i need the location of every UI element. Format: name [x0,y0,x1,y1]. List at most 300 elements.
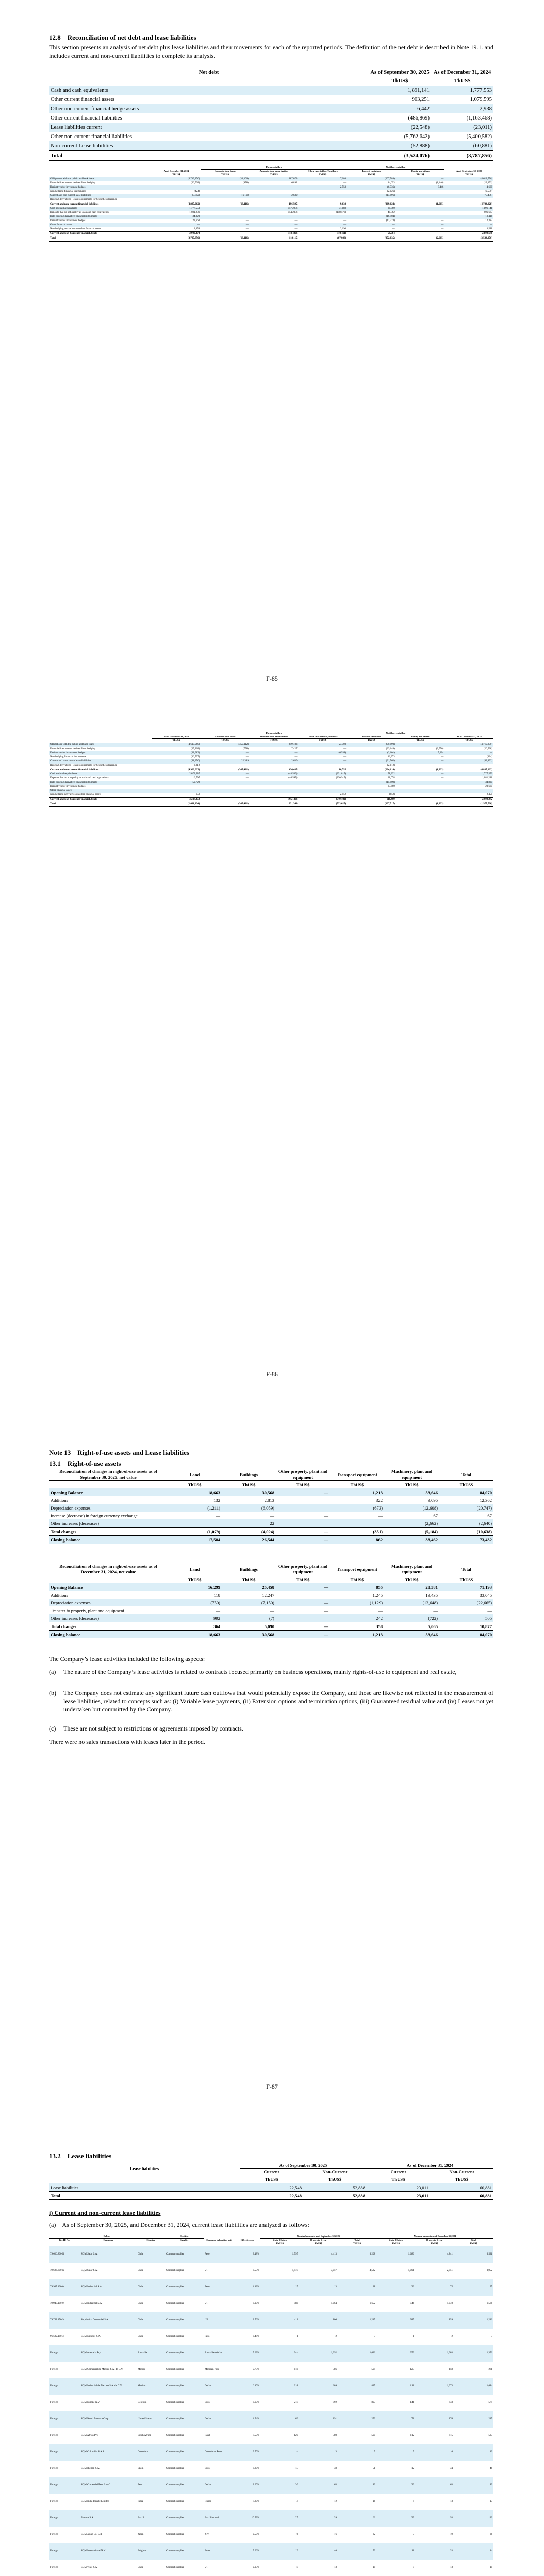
row-label: Total [49,802,152,807]
cell-value: 16,299 [168,1583,222,1591]
spacer [137,2242,165,2247]
group-header-2024: As of December 31, 2024 [367,2163,493,2169]
cell-value: 6,521 [454,2246,493,2263]
cell-value: — [152,185,201,190]
cell-value: 30,568 [222,1631,276,1639]
bullet-b [49,1689,493,1714]
table-row [49,1631,493,1639]
cell-value: — [276,1614,330,1622]
column-header: As of September 30, 2025 [444,170,493,173]
cell-value: 609 [299,2378,338,2395]
cell-value: SQM Colombia S.A.S. [80,2444,137,2461]
cell-value: (3,787,856) [152,236,201,242]
cell-value: 2,909,272 [152,232,201,236]
cell-value: 71 [376,2411,415,2428]
table-row [49,207,493,211]
cell-value: 1,636 [338,2345,376,2362]
row-label: Additions [51,1497,68,1503]
cell-value: 1,079,595 [470,96,492,103]
cell-value: (533,027) [298,802,347,807]
cell-value: Contract supplier [166,2434,184,2437]
cell-value: 83 [454,2477,493,2494]
cell-value: — [201,185,250,190]
table-row [49,215,493,219]
row-label: Current and non-current financial liabilities [49,202,152,207]
cell-value: 4.43% [235,2279,260,2296]
table-row [49,2477,493,2494]
column-header-lease: Lease liabilities [129,2166,159,2172]
cell-value: 58,504 [347,232,396,236]
column-header-2025: As of September 30, 2025 [370,70,430,75]
cell-value: 4 [260,2444,299,2461]
cell-value: — [201,781,250,785]
right-of-use-table-2025 [49,1469,493,1544]
cell-value: (10,638) [439,1528,493,1536]
cell-value: 2.59% [253,2533,259,2536]
group-header-cash: Flows cash flow [201,732,347,735]
cell-value: Foreign [50,2566,58,2569]
cell-value: Chile [138,2566,143,2569]
row-label: Non-hedging derivatives on other financial assets [50,793,101,796]
cell-value: 242 [330,1614,384,1622]
group-header-nominal-2025: Nominal amounts as of September 30,2025 [260,2235,376,2239]
cell-value: (25,808) [191,748,200,750]
cell-value: Soquimich Comercial S.A. [80,2312,137,2329]
cell-value: — [347,223,396,227]
cell-value: 9.70% [235,2444,260,2461]
table-row [49,2263,493,2279]
unit-label: ThUS$ [431,76,493,86]
row-label: Cash and cash equivalents [49,772,152,776]
cell-value: — [294,190,298,193]
cell-value: — [197,785,200,788]
cell-value: 4,532 [369,2269,375,2272]
cell-value: (2,605) [396,236,445,242]
cell-value: (549,782) [298,798,347,802]
net-debt-reconciliation-table-2025 [49,166,493,242]
cell-value: India [138,2500,143,2503]
cell-value: — [276,1622,330,1631]
cell-value: (26,538) [191,182,200,184]
unit-label: ThUS$ [222,1575,276,1584]
cell-value: Foreign [49,2543,80,2560]
unit-label: ThUS$ [391,2176,405,2182]
table-row [49,1496,493,1504]
cell-value: 176 [415,2411,454,2428]
cell-value: 38,760 [347,207,396,211]
unit-label: ThUS$ [221,739,229,742]
cell-value: (272,035) [347,236,396,242]
cell-value: 196,595 [250,202,299,207]
cell-value: JPY [205,2533,209,2536]
cell-value: 187,073 [250,177,299,181]
cell-value: (14,996) [347,194,396,198]
cell-value: 7,427 [291,748,298,750]
cell-value: (4,929,092) [152,768,201,773]
cell-value: Contract supplier [165,2312,204,2329]
cell-value: 4,668 [444,185,493,190]
cell-value: — [343,756,347,758]
unit-label: ThUS$ [270,739,278,742]
cell-value: (16,404) [347,215,396,219]
unit-label: ThUS$ [168,1575,222,1584]
unit-label: ThUS$ [314,2243,322,2245]
table-row [49,772,493,776]
cell-value: — [347,789,396,793]
cell-value: Euro [205,2401,210,2404]
cell-value: Peso [204,2279,235,2296]
cell-value: Japan [138,2533,144,2536]
cell-value: Foreign [50,2500,58,2503]
cell-value: Contract supplier [165,2477,204,2494]
cell-value: 9,095 [427,1497,438,1503]
current-lease-liabilities-detail-table [49,2235,493,2576]
table-row [49,2543,493,2560]
cell-value: — [396,789,445,793]
table-row [49,2378,493,2395]
cell-value: Contract supplier [166,2533,184,2536]
cell-value: 16 [373,2500,375,2503]
row-label: Depreciation expenses [49,1504,168,1512]
page-number: F-87 [266,2083,278,2090]
cell-value: Dollar [204,2378,235,2395]
cell-value: (13,353) [483,182,492,184]
unit-label: ThUS$ [416,739,424,742]
cell-value: Foreign [49,2378,80,2395]
column-header: Amounts from loans [201,170,250,173]
table-row [49,2444,493,2461]
cell-value: (4,887,062) [444,768,493,773]
cell-value: (4,024) [222,1528,276,1536]
column-header: Other property, plant and equipment [278,1564,328,1574]
cell-value: (351) [330,1528,384,1536]
cell-value: 53,646 [384,1488,439,1496]
net-debt-summary-table [49,69,493,161]
row-label: Non-current Lease liabilities [49,141,369,151]
cell-value: 79.626.800-K [50,2269,64,2272]
bullet-mark: (a) [49,1668,56,1675]
cell-value: 18,416 [444,215,493,219]
cell-value: — [441,219,444,222]
subsection-heading: i) Current and non-current lease liabilities [49,2209,161,2216]
cell-value: (5,184) [384,1528,439,1536]
cell-value: 13 [450,2566,453,2569]
cell-value: 1,891,141 [444,207,493,211]
table-row [49,2345,493,2362]
cell-value: 504 [371,2368,375,2371]
cell-value: Contract supplier [166,2269,184,2272]
row-label: Opening Balance [49,1488,168,1496]
cell-value: Foreign [49,2444,80,2461]
cell-value: — [294,228,298,230]
row-label: Other increases (decreases) [49,1519,168,1528]
cell-value: 38 [334,2467,337,2470]
cell-value: 63 [299,2477,338,2494]
table-row [49,1504,493,1512]
cell-value: — [276,1519,330,1528]
cell-value: — [276,1528,330,1536]
cell-value: 132 [454,2510,493,2527]
cell-value: — [245,190,249,193]
row-label: Derivatives for investment hedges [50,219,86,222]
row-label: Lease liabilities [49,2183,240,2192]
cell-value: 12,387 [485,219,492,222]
cell-value: — [245,219,249,222]
cell-value: 132 [213,1497,220,1503]
cell-value: — [378,1513,383,1518]
cell-value: (18,116) [201,202,250,207]
cell-value: Belgium [137,2543,165,2560]
column-header: Country [137,2239,165,2242]
row-label: Hedging derivatives – cash requirements for Securities clearance [50,198,117,201]
cell-value: 5,065 [384,1622,439,1631]
cell-value: 19 [450,2533,453,2536]
cell-value: (1,211) [168,1504,222,1512]
cell-value: (60,881) [431,141,493,151]
cell-value: SQM Europe N.V. [81,2401,100,2404]
cell-value: (23,648) [386,748,395,750]
column-header: Currency indexation unit [204,2239,235,2242]
cell-value: SQM Industrial S.A. [81,2302,103,2305]
row-label: Hedging derivatives – cash requirements for Securities clearance [50,764,117,767]
cell-value: 806 [299,2312,338,2329]
cell-value: 30,568 [222,1488,276,1496]
cell-value: — [276,1488,330,1496]
table-row [49,223,493,227]
cell-value: (54,208) [288,211,298,214]
cell-value: — [441,190,444,193]
row-label: Closing balance [49,1631,168,1639]
cell-value: 253 [338,2411,376,2428]
cell-value: (75,436) [444,194,493,198]
cell-value: Australian dollar [204,2345,235,2362]
cell-value: — [487,1607,492,1613]
cell-value: 218 [260,2378,299,2395]
cell-value: 2,809,676 [444,232,493,236]
cell-value: 527 [488,2434,492,2437]
cell-value: (73,480) [250,232,299,236]
cell-value: 13 [334,2566,337,2569]
cell-value: 862 [330,1536,384,1544]
row-label: Other current financial liabilities [51,115,122,121]
group-header-noncash: Not flows cash flow [347,166,444,170]
cell-value: Contract supplier [165,2246,204,2263]
cell-value: (52,888) [369,141,431,151]
cell-value: 33,045 [480,1592,492,1598]
cell-value: (2,601) [347,751,396,755]
cell-value: 2,079,587 [152,772,201,776]
cell-value: 19,435 [425,1592,438,1598]
table-title: Reconciliation of changes in right-of-use assets as of December 31, 2024, net value [59,1564,157,1574]
cell-value: — [245,793,249,796]
cell-value: 93 [415,2510,454,2527]
row-label: Financial instruments derived from hedging [50,182,95,184]
cell-value: 22 [222,1519,276,1528]
cell-value: — [396,177,445,181]
cell-value: 807 [371,2401,375,2404]
cell-value: 16,373 [388,756,395,758]
page-f86 [0,703,544,1406]
cell-value: 1,116,797 [189,777,200,779]
group-header-creditor: Creditor [165,2235,204,2239]
bullet-text: The Company does not estimate any significant future cash outflows that would potentially expose the Company, and those are likewise not reflected in the measurement of lease liabilities, related to concepts such as: (i) Variable lease payments, (ii) Extension options and termination options, (iii) Guaranteed residual value and (iv) Leases not yet undertaken but committed by the Company. [63,1689,493,1713]
cell-value: Peso [204,2246,235,2263]
cell-value: 7 [376,2444,415,2461]
cell-value: 4.54% [235,2411,260,2428]
cell-value: — [490,764,492,767]
table-row [49,2279,493,2296]
cell-value: — [343,219,347,222]
cell-value: 7 [413,2533,414,2536]
cell-value: 13 [260,2543,299,2560]
cell-value: Peso [205,2335,210,2338]
unit-label: ThUS$ [221,174,229,176]
column-header: Company [80,2239,137,2242]
cell-value: (2,662) [384,1519,439,1528]
cell-value: Foreign [50,2467,58,2470]
cell-value: (15,909) [347,781,396,785]
row-label: Obligations with the public and bank loans [49,743,152,747]
cell-value: — [433,1607,438,1613]
unit-label: ThUS$ [270,174,278,176]
cell-value: 26 [490,2533,492,2536]
table-row [49,181,493,185]
cell-value: 158 [195,793,200,796]
column-header: Effective rate [235,2239,260,2242]
column-header: Interest variations [347,735,396,739]
cell-value: 1,001 [408,2269,414,2272]
cell-value: 62 [260,2411,299,2428]
cell-value: — [392,228,395,230]
cell-value: 7 [338,2444,376,2461]
cell-value: 1,795 [260,2246,299,2263]
cell-value: 1,081,281 [189,211,200,214]
cell-value: — [294,198,298,201]
cell-value: Contract supplier [165,2444,204,2461]
cell-value: — [245,777,249,779]
cell-value: (2,126) [387,190,395,193]
total-value: 52,888 [303,2192,367,2200]
cell-value: 112 [410,2434,414,2437]
cell-value: 79.768.170-9 [49,2312,80,2329]
cell-value: 1,217 [338,2312,376,2329]
unit-label: ThUS$ [455,2176,469,2182]
cell-value: 25,458 [222,1583,276,1591]
cell-value: — [396,772,445,776]
cell-value: 13 [295,2467,298,2470]
cell-value: 23,011 [367,2183,430,2192]
cell-value: 3.60% [235,2477,260,2494]
cell-value: — [343,198,347,201]
cell-value: (359,112) [201,743,250,747]
cell-value: — [276,1583,330,1591]
total-row [49,802,493,807]
table-row [49,781,493,785]
cell-value: — [343,764,347,767]
cell-value: — [396,194,445,198]
cell-value: 415 [449,2434,453,2437]
cell-value: 10,877 [439,1622,493,1631]
column-header: As of December 31, 2023 [152,735,201,739]
row-label: Deposits that do not qualify as cash and cash equivalents [50,211,109,214]
unit-label: ThUS$ [465,739,473,742]
table-row [49,764,493,768]
column-header-current: Current [367,2169,430,2175]
activities-intro: The Company’s lease activities included the following aspects: [49,1655,205,1663]
cell-value: Chile [137,2246,165,2263]
cell-value: 992 [168,1614,222,1622]
row-label: Financial instruments derived from hedging [50,748,95,750]
row-label: Current and non-current lease liabilities [49,194,152,198]
cell-value: 1,891,141 [369,86,431,95]
row-label: Cash and cash equivalents [49,207,152,211]
cell-value: 2,458 [194,228,200,230]
total-value: 60,881 [430,2192,493,2200]
row-label: Obligations with the public and bank loans [49,177,152,181]
cell-value: — [245,228,249,230]
cell-value: 11 [376,2543,415,2560]
cell-value: 505 [439,1614,493,1622]
cell-value: 611 [376,2378,415,2395]
cell-value: — [201,751,250,755]
cell-value: Spain [138,2467,144,2470]
cell-value: — [378,1607,383,1613]
cell-value: 10.53% [235,2510,260,2527]
cell-value: (107,517) [347,802,396,807]
cell-value: 18,663 [168,1488,222,1496]
column-header-net-debt: Net debt [199,70,219,75]
cell-value: 6 [296,2533,298,2536]
column-header: 90 days to 1 year [415,2239,454,2242]
cell-value: — [396,781,445,785]
unit-label: ThUS$ [367,174,375,176]
cell-value: 1,475 [292,2269,298,2272]
cell-value: Chile [138,2302,143,2305]
table-row [49,785,493,789]
cell-value: 1,292 [299,2345,338,2362]
cell-value: (4,887,062) [152,202,201,207]
unit-label: ThUS$ [416,174,424,176]
unit-label: ThUS$ [430,2243,438,2245]
table-row [49,1606,493,1614]
column-header: Transport equipment [337,1566,377,1572]
cell-value: (5,400,582) [466,133,492,140]
cell-value: — [250,215,299,219]
cell-value: 5.66% [235,2543,260,2560]
cell-value: — [298,789,347,793]
cell-value: 16,168 [201,194,250,198]
cell-value: 411 [260,2312,299,2329]
cell-value: (673) [330,1504,384,1512]
row-label: Derivatives for investment hedges [49,185,152,190]
cell-value: Foreign [50,2434,58,2437]
cell-value: 6,442 [369,104,431,113]
cell-value: — [441,756,444,758]
cell-value: SQM Nitratos S.A. [81,2335,101,2338]
page-number: F-85 [266,675,278,682]
table-row [49,95,493,104]
cell-value: 17 [490,2500,492,2503]
cell-value: (67,088) [298,236,347,242]
row-label: Closing balance [49,1536,168,1544]
cell-value: (1,681,834) [152,802,201,807]
cell-value: (7) [222,1614,276,1622]
row-label: Cash and cash equivalents [49,86,369,95]
unit-label: ThUS$ [319,739,327,742]
table-row [49,1599,493,1606]
cell-value: — [201,789,250,793]
cell-value: — [324,1497,328,1503]
